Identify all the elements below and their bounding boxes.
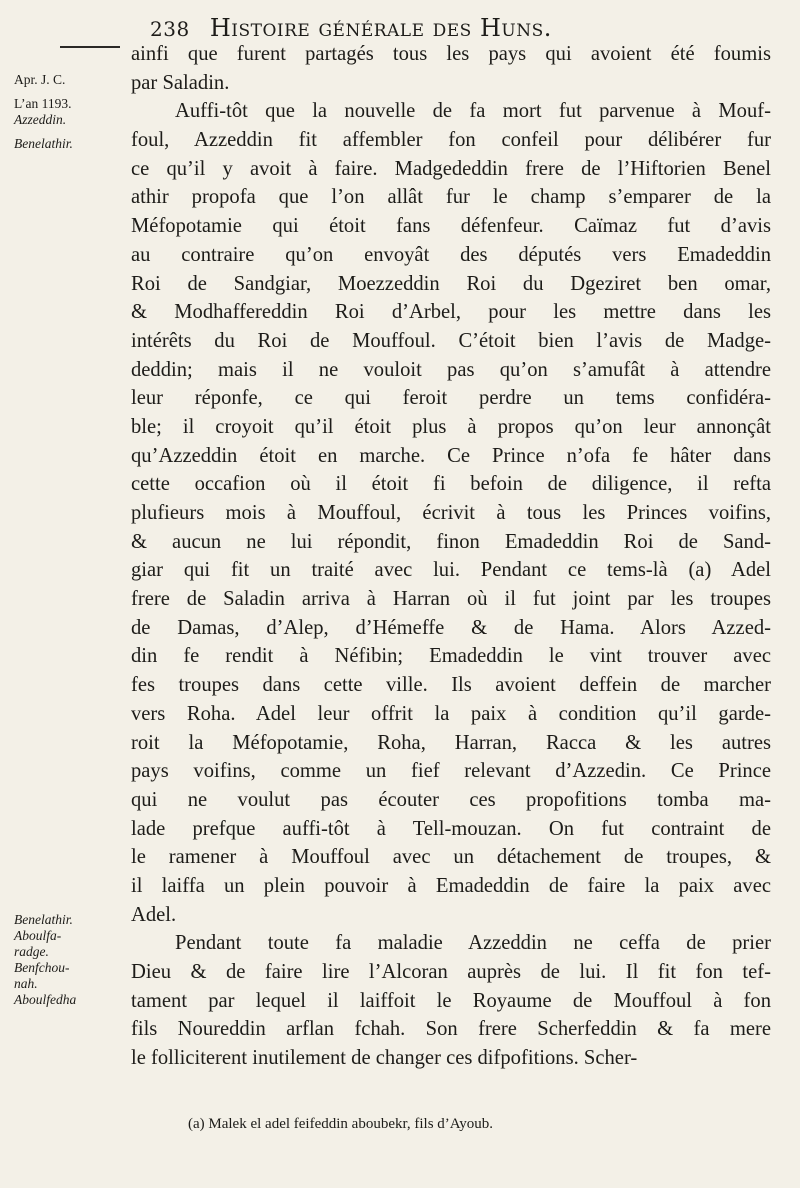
text-line: qu’Azzeddin étoit en marche. Ce Prince n’ofa fe hâter dans: [131, 444, 771, 467]
text-line: athir propofa que l’on allât fur le champ s’emparer de la: [131, 186, 771, 209]
margin-note: Aboulfedha: [14, 992, 77, 1007]
text-line: il laiffa un plein pouvoir à Emadeddin de faire la paix avec: [131, 874, 771, 897]
text-line: & Modhaffereddin Roi d’Arbel, pour les mettre dans les: [131, 301, 771, 324]
text-line: par Saladin.: [131, 71, 230, 94]
text-line: vers Roha. Adel leur offrit la paix à condition qu’il garde-: [131, 702, 771, 725]
text-line: qui ne voulut pas écouter ces propofitions tomba ma-: [131, 788, 771, 811]
margin-rule: [60, 46, 120, 48]
text-line: ce qu’il y avoit à faire. Madgededdin frere de l’Hiftorien Benel: [131, 157, 771, 180]
text-line: fils Noureddin arflan fchah. Son frere Scherfeddin & fa mere: [131, 1018, 771, 1041]
text-line: din fe rendit à Néfibin; Emadeddin le vint trouver avec: [131, 645, 771, 668]
text-line: roit la Méfopotamie, Roha, Harran, Racca & les autres: [131, 731, 771, 754]
text-line: lade prefque auffi-tôt à Tell-mouzan. On fut contraint de: [131, 817, 771, 840]
body-text: [131, 40, 771, 1073]
running-title: Histoire générale des Huns.: [209, 14, 552, 42]
text-line: pays voifins, comme un fief relevant d’Azzedin. Ce Prince: [131, 760, 771, 783]
margin-note: L’an 1193.: [14, 96, 72, 111]
footnote: (a) Malek el adel feifeddin aboubekr, fils d’Ayoub.: [188, 1116, 493, 1132]
text-line: deddin; mais il ne vouloit pas qu’on s’amufât à attendre: [131, 358, 771, 381]
margin-note: radge.: [14, 944, 49, 959]
margin-note: Apr. J. C.: [14, 72, 66, 87]
text-line: le ramener à Mouffoul avec un détachement de troupes, &: [131, 846, 771, 869]
margin-note: Azzeddin.: [14, 112, 67, 127]
text-line: giar qui fit un traité avec lui. Pendant ce tems-là (a) Adel: [131, 559, 771, 582]
text-line: Roi de Sandgiar, Moezzeddin Roi du Dgeziret ben omar,: [131, 272, 771, 295]
text-line: Méfopotamie qui étoit fans défenfeur. Caïmaz fut d’avis: [131, 215, 771, 238]
text-line: tament par lequel il laiffoit le Royaume de Mouffoul à fon: [131, 989, 771, 1012]
margin-note: Aboulfa-: [14, 928, 62, 943]
margin-note: Benelathir.: [14, 136, 73, 151]
margin-note: nah.: [14, 976, 38, 991]
text-line: frere de Saladin arriva à Harran où il fut joint par les troupes: [131, 588, 771, 611]
text-line: ble; il croyoit qu’il étoit plus à propos qu’on leur annonçât: [131, 415, 771, 438]
text-line: & aucun ne lui répondit, finon Emadeddin Roi de Sand-: [131, 530, 771, 553]
page-number: 238: [150, 17, 190, 41]
text-line: intérêts du Roi de Mouffoul. C’étoit bien l’avis de Madge-: [131, 329, 771, 352]
text-line: Dieu & de faire lire l’Alcoran auprès de lui. Il fit fon tef-: [131, 961, 771, 983]
text-line: cette occafion où il étoit fi befoin de diligence, il refta: [131, 473, 771, 496]
text-line: plufieurs mois à Mouffoul, écrivit à tous les Princes voifins,: [131, 502, 771, 524]
text-line: leur réponfe, ce qui feroit perdre un tems confidéra-: [131, 387, 771, 410]
text-line: fes troupes dans cette ville. Ils avoient deffein de marcher: [131, 674, 771, 697]
running-header: [150, 14, 750, 42]
text-line: au contraire qu’on envoyât des députés vers Emadeddin: [131, 243, 771, 266]
text-line: Adel.: [131, 903, 177, 926]
text-line: Pendant toute fa maladie Azzeddin ne ceffa de prier: [175, 932, 771, 955]
text-line: le folliciterent inutilement de changer ces difpofitions. Scher-: [131, 1047, 638, 1070]
margin-note: Benelathir.: [14, 912, 73, 927]
margin-notes-top: [14, 72, 126, 152]
text-line: Auffi-tôt que la nouvelle de fa mort fut parvenue à Mouf-: [175, 100, 771, 123]
text-line: foul, Azzeddin fit affembler fon confeil pour délibérer fur: [131, 129, 771, 152]
margin-notes-bottom: [14, 912, 126, 1008]
text-line: de Damas, d’Alep, d’Hémeffe & de Hama. Alors Azzed-: [131, 616, 771, 639]
margin-note: Benfchou-: [14, 960, 70, 975]
text-line: ainfi que furent partagés tous les pays qui avoient été foumis: [131, 43, 771, 65]
